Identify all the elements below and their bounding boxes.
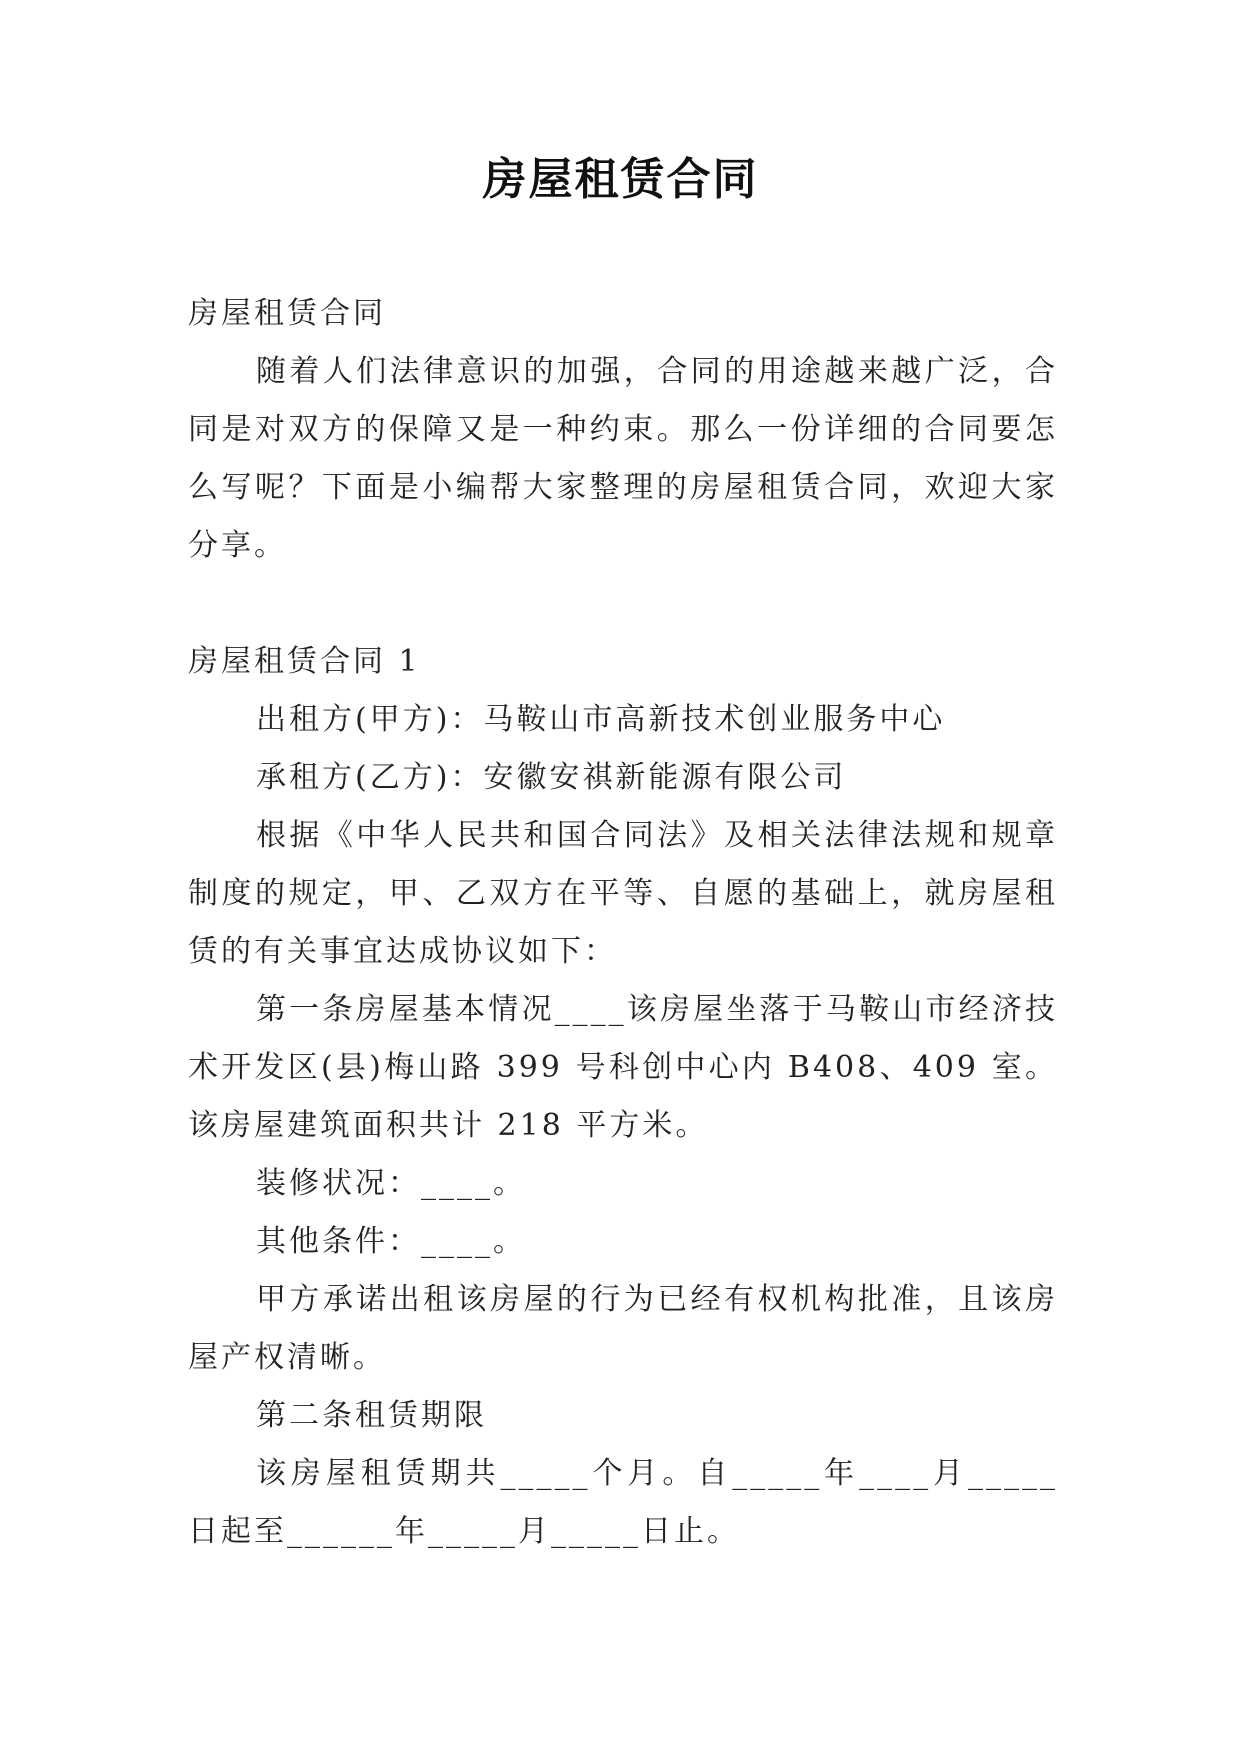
section-heading: 房屋租赁合同 1 — [188, 644, 421, 679]
article2-heading: 第二条租赁期限 — [256, 1398, 487, 1433]
document-title: 房屋租赁合同 — [482, 154, 759, 205]
blank-spacer — [188, 575, 1058, 633]
decoration-line: 装修状况：____。 — [256, 1166, 526, 1201]
subtitle: 房屋租赁合同 — [188, 296, 386, 331]
intro-paragraph: 随着人们法律意识的加强，合同的用途越来越广泛，合同是对双方的保障又是一种约束。那么一份详细的合同要怎么写呢？下面是小编帮大家整理的房屋租赁合同，欢迎大家分享。 — [188, 354, 1058, 563]
term-paragraph: 该房屋租赁期共_____个月。自_____年____月_____日起至______年_____月_____日止。 — [188, 1456, 1058, 1549]
other-conditions-line: 其他条件：____。 — [256, 1224, 526, 1259]
promise-paragraph: 甲方承诺出租该房屋的行为已经有权机构批准，且该房屋产权清晰。 — [188, 1282, 1058, 1375]
lessor-line: 出租方(甲方)：马鞍山市高新技术创业服务中心 — [256, 702, 946, 737]
document-body — [188, 285, 1058, 1561]
lessee-line: 承租方(乙方)：安徽安祺新能源有限公司 — [256, 760, 847, 795]
basis-paragraph: 根据《中华人民共和国合同法》及相关法律法规和规章制度的规定，甲、乙双方在平等、自愿的基础上，就房屋租赁的有关事宜达成协议如下： — [188, 818, 1058, 969]
article1-paragraph: 第一条房屋基本情况____该房屋坐落于马鞍山市经济技术开发区(县)梅山路 399 号科创中心内 B408、409 室。该房屋建筑面积共计 218 平方米。 — [188, 992, 1058, 1143]
